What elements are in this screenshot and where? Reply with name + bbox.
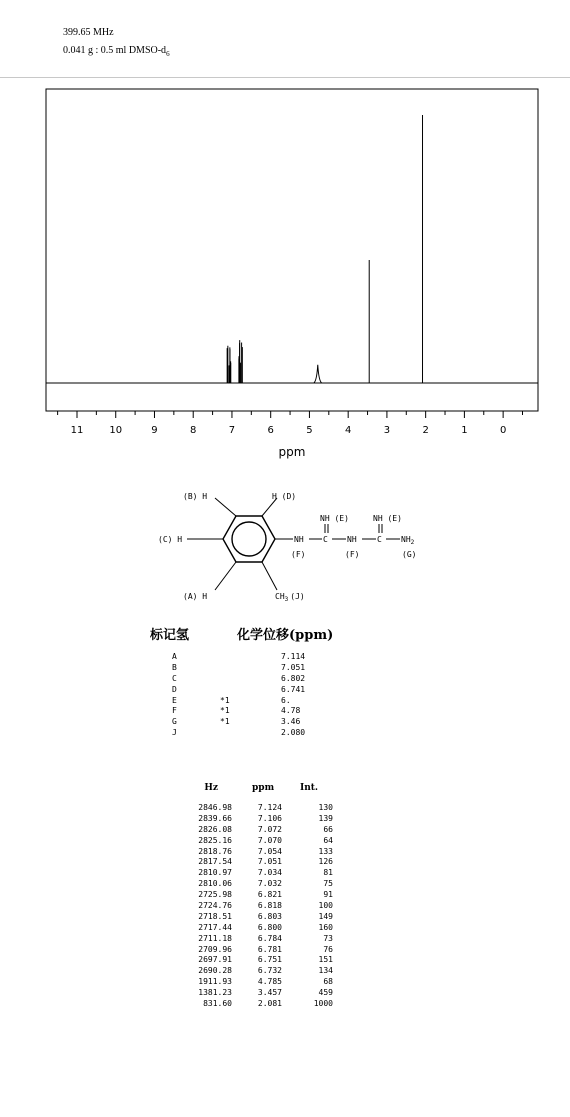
cell-ppm: 3.457 xyxy=(257,988,282,998)
cell-int: 66 xyxy=(323,824,333,834)
cell-int: 139 xyxy=(318,813,333,823)
peak-table-row xyxy=(178,803,348,814)
assignment-note: *1 xyxy=(220,695,230,705)
cell-int: 75 xyxy=(323,879,333,889)
peak-table-row xyxy=(178,857,348,868)
assignment-label: B xyxy=(172,662,177,672)
x-tick-label: 11 xyxy=(70,425,84,436)
assignment-header-label: 标记氢 xyxy=(150,628,190,643)
x-tick-label: 5 xyxy=(306,425,313,436)
cell-hz: 2725.98 xyxy=(198,890,232,900)
cell-hz: 2718.51 xyxy=(198,911,232,921)
cell-hz: 2810.06 xyxy=(198,879,232,889)
x-axis-label: ppm xyxy=(278,445,306,459)
assignment-label: J xyxy=(172,728,177,738)
peak-table-row xyxy=(178,923,348,934)
cell-int: 160 xyxy=(318,922,333,932)
peak-table-row xyxy=(178,934,348,945)
cell-int: 91 xyxy=(323,890,333,900)
peak-table-rows xyxy=(178,803,348,1010)
label-nh-e2: NH (E) xyxy=(373,514,402,523)
cell-hz: 2839.66 xyxy=(198,813,232,823)
cell-hz: 2717.44 xyxy=(198,922,232,932)
assignment-label: A xyxy=(172,652,177,661)
cell-int: 68 xyxy=(323,977,333,987)
label-ch3: $CH_3$ (J) xyxy=(275,592,305,603)
peak-table-row xyxy=(178,814,348,825)
cell-hz: 2826.08 xyxy=(198,824,232,834)
cell-ppm: 7.072 xyxy=(257,824,282,834)
sample-text: 0.041 g : 0.5 ml DMSO-d xyxy=(63,45,167,56)
cell-hz: 2846.98 xyxy=(198,803,232,812)
assignment-shift: 6.802 xyxy=(281,673,306,683)
sample-subscript: 6 xyxy=(166,50,170,58)
cell-ppm: 7.124 xyxy=(257,803,282,812)
cell-int: 64 xyxy=(323,835,333,845)
cell-hz: 2724.76 xyxy=(198,901,232,911)
sample-description xyxy=(63,45,170,60)
peak-table-row xyxy=(178,847,348,858)
assignment-shift: 7.051 xyxy=(281,662,306,672)
cell-int: 1000 xyxy=(313,999,333,1009)
cell-int: 76 xyxy=(323,944,333,954)
cell-hz: 1381.23 xyxy=(198,988,232,998)
cell-hz: 2697.91 xyxy=(198,955,232,965)
aromatic-circle xyxy=(232,522,266,556)
peak-table xyxy=(178,783,348,1010)
assignment-label: D xyxy=(172,684,177,694)
cell-ppm: 6.800 xyxy=(257,922,282,932)
label-c: (C) H xyxy=(158,535,183,544)
cell-ppm: 6.818 xyxy=(257,901,282,911)
assignment-shift: 2.080 xyxy=(281,728,306,738)
cell-hz: 831.60 xyxy=(203,999,232,1009)
peak-table-row xyxy=(178,825,348,836)
cell-hz: 2810.97 xyxy=(198,868,232,878)
peak-table-row xyxy=(178,868,348,879)
cell-int: 73 xyxy=(323,933,333,943)
x-tick-label: 3 xyxy=(383,425,391,436)
label-nh2-end: $NH_2$ xyxy=(401,535,415,546)
peak-table-row xyxy=(178,836,348,847)
label-b: (B) H xyxy=(183,492,208,501)
assignment-header-shift: 化学位移(ppm) xyxy=(237,628,334,643)
cell-ppm: 4.785 xyxy=(257,977,282,987)
cell-ppm: 6.781 xyxy=(257,944,282,954)
cell-hz: 2690.28 xyxy=(198,966,232,976)
cell-int: 459 xyxy=(318,988,333,998)
cell-ppm: 6.732 xyxy=(257,966,282,976)
x-tick-label: 9 xyxy=(151,425,158,436)
cell-hz: 2818.76 xyxy=(198,846,232,856)
label-d: H (D) xyxy=(272,492,297,501)
cell-int: 81 xyxy=(323,868,333,878)
cell-int: 134 xyxy=(318,966,333,976)
x-tick-label: 8 xyxy=(190,425,197,436)
x-tick-label: 7 xyxy=(228,425,236,436)
x-tick-label: 1 xyxy=(461,425,468,436)
label-nh2: NH xyxy=(347,535,357,544)
assignment-note: *1 xyxy=(220,706,230,716)
cell-hz: 2709.96 xyxy=(198,944,232,954)
assignment-note: *1 xyxy=(220,717,230,727)
cell-int: 149 xyxy=(318,911,333,921)
cell-hz: 2817.54 xyxy=(198,857,232,867)
cell-int: 100 xyxy=(318,901,333,911)
assignment-label: F xyxy=(172,706,177,716)
peak-table-row xyxy=(178,977,348,988)
assignment-shift: 7.114 xyxy=(281,652,306,661)
x-tick-label: 4 xyxy=(344,425,352,436)
label-f2: (F) xyxy=(345,550,360,559)
header-int: Int. xyxy=(300,783,319,793)
label-c2: C xyxy=(377,535,382,544)
nmr-spectrum-chart xyxy=(0,85,570,465)
assignment-shift: 6. xyxy=(281,695,291,705)
molecular-structure xyxy=(150,484,440,616)
cell-hz: 2825.16 xyxy=(198,835,232,845)
assignment-shift: 4.78 xyxy=(281,706,301,716)
peak-table-row xyxy=(178,890,348,901)
peak-table-row xyxy=(178,879,348,890)
cell-hz: 1911.93 xyxy=(198,977,232,987)
peak-table-row xyxy=(178,945,348,956)
cell-ppm: 7.034 xyxy=(257,868,282,878)
cell-ppm: 7.070 xyxy=(257,835,282,845)
header-ppm: ppm xyxy=(252,783,275,793)
plot-frame xyxy=(46,89,538,411)
cell-int: 151 xyxy=(318,955,333,965)
assignment-shift: 6.741 xyxy=(281,684,306,694)
bond-ch3 xyxy=(262,562,277,590)
x-tick-label: 2 xyxy=(422,425,429,436)
cell-ppm: 6.784 xyxy=(257,933,282,943)
peak-table-row xyxy=(178,999,348,1010)
label-nh1: NH xyxy=(294,535,304,544)
cell-int: 126 xyxy=(318,857,333,867)
cell-ppm: 7.106 xyxy=(257,813,282,823)
x-tick-label: 10 xyxy=(109,425,123,436)
bond-b xyxy=(215,498,236,516)
cell-ppm: 6.821 xyxy=(257,890,282,900)
benzene-ring xyxy=(223,516,275,562)
cell-ppm: 7.032 xyxy=(257,879,282,889)
label-nh-e1: NH (E) xyxy=(320,514,349,523)
spectrometer-frequency: 399.65 MHz xyxy=(63,27,114,38)
x-tick-label: 0 xyxy=(499,425,507,436)
bond-a xyxy=(215,562,236,590)
cell-ppm: 6.803 xyxy=(257,911,282,921)
label-f1: (F) xyxy=(291,550,306,559)
assignment-shift: 3.46 xyxy=(281,717,301,727)
x-tick-label: 6 xyxy=(267,425,274,436)
cell-hz: 2711.18 xyxy=(198,933,232,943)
assignment-label: C xyxy=(172,673,177,683)
cell-ppm: 6.751 xyxy=(257,955,282,965)
label-g: (G) xyxy=(402,550,417,559)
peak-table-row xyxy=(178,966,348,977)
peak-table-row xyxy=(178,988,348,999)
label-a: (A) H xyxy=(183,592,208,601)
cell-ppm: 2.081 xyxy=(257,999,282,1009)
cell-int: 130 xyxy=(318,803,333,812)
peak-table-row xyxy=(178,901,348,912)
assignment-label: G xyxy=(172,717,177,727)
cell-int: 133 xyxy=(318,846,333,856)
peak-table-row xyxy=(178,955,348,966)
label-c1: C xyxy=(323,535,328,544)
spectrum-peak xyxy=(314,365,322,383)
assignment-label: E xyxy=(172,695,177,705)
header-divider xyxy=(0,77,570,78)
cell-ppm: 7.054 xyxy=(257,846,282,856)
peak-table-header xyxy=(178,783,348,803)
cell-ppm: 7.051 xyxy=(257,857,282,867)
header-hz: Hz xyxy=(204,783,218,793)
peak-table-row xyxy=(178,912,348,923)
